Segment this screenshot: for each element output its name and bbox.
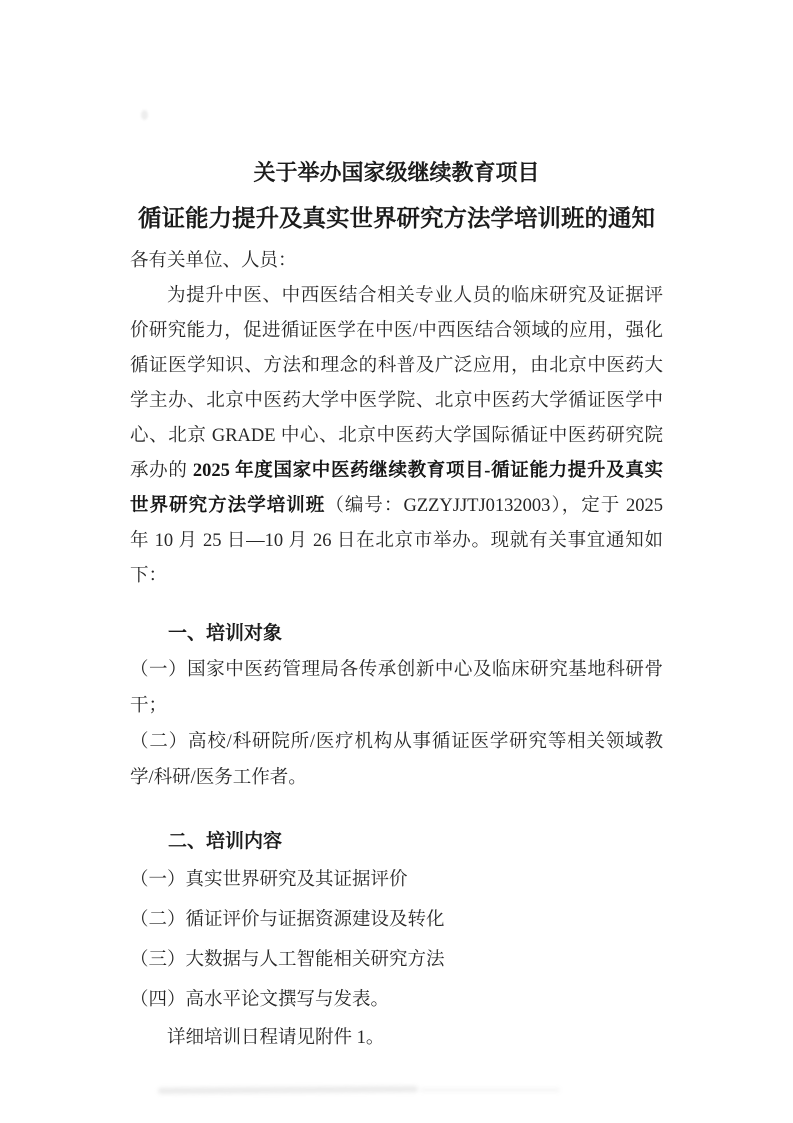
document-content — [130, 150, 663, 1056]
document-title-line2: 循证能力提升及真实世界研究方法学培训班的通知 — [138, 205, 655, 231]
section2-item-2: （二）循证评价与证据资源建设及转化 — [130, 910, 445, 930]
scan-artifact-smudge — [158, 1086, 418, 1094]
intro-text-lead: 为提升中医、中西医结合相关专业人员的临床研究及证据评价研究能力，促进循证医学在中医/中西医结合领域的应用，强化循证医学知识、方法和理念的科普及广泛应用，由北京中医药大学主办、北京中医药大学中医学院、北京中医药大学循证医学中心、北京 GRADE 中心、北京中医药大学国际循证中医药研究院承办的 — [130, 286, 663, 481]
section1-item-2: （二）高校/科研院所/医疗机构从事循证医学研究等相关领域教学/科研/医务工作者。 — [130, 732, 663, 788]
section2-heading: 二、培训内容 — [168, 831, 283, 852]
section1-item-1: （一）国家中医药管理局各传承创新中心及临床研究基地科研骨干； — [130, 660, 663, 716]
scan-artifact-smudge-tail — [420, 1088, 560, 1092]
salutation: 各有关单位、人员： — [130, 251, 297, 271]
document-title-line1: 关于举办国家级继续教育项目 — [253, 160, 540, 185]
intro-text-bold: 2025 年度国家中医药继续教育项目-循证能力提升及真实世界研究方法学培训班 — [130, 461, 663, 516]
intro-text-tail: （编号：GZZYJJTJ0132003），定于 2025 年 10 月 25 日—10 月 26 日在北京市举办。现就有关事宜通知如下： — [130, 496, 663, 586]
section1-heading: 一、培训对象 — [168, 623, 283, 644]
scan-artifact-dot — [141, 110, 148, 120]
intro-paragraph — [130, 279, 663, 594]
section2-item-3: （三）大数据与人工智能相关研究方法 — [130, 950, 445, 970]
section2-item-1: （一）真实世界研究及其证据评价 — [130, 870, 408, 890]
schedule-note: 详细培训日程请见附件 1。 — [167, 1028, 385, 1048]
section2-item-4: （四）高水平论文撰写与发表。 — [130, 990, 390, 1010]
